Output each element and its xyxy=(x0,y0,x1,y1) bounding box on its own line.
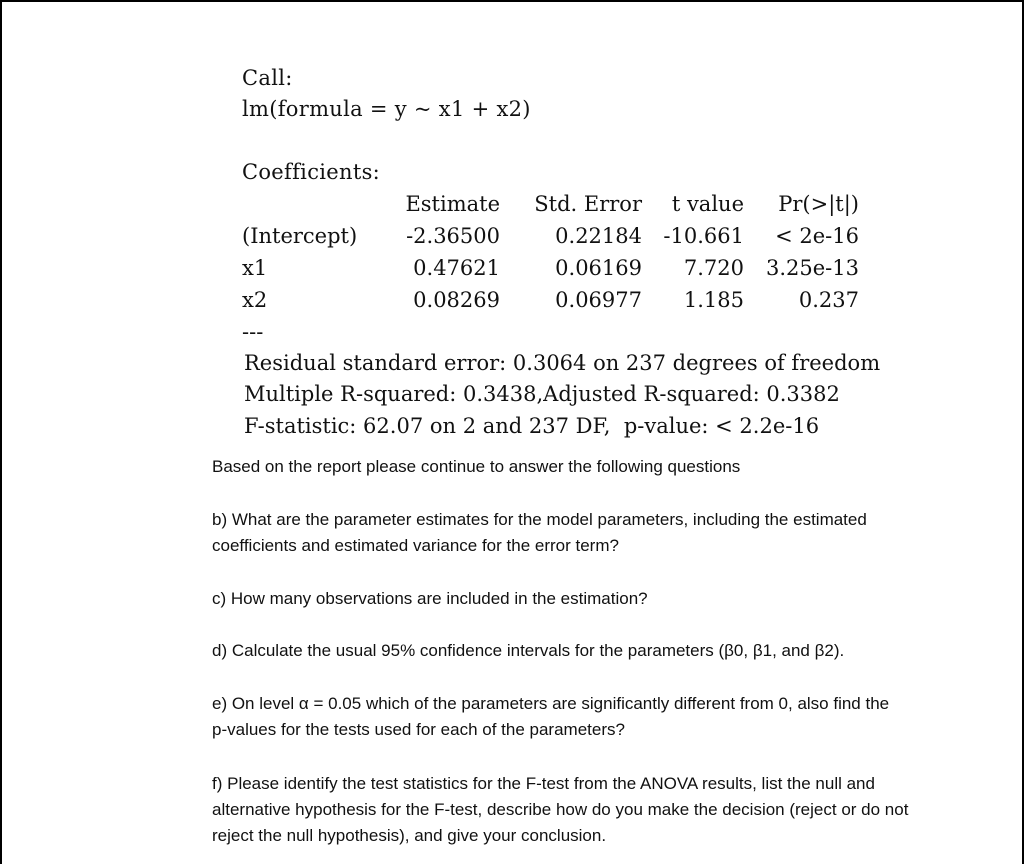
column-header-estimate: Estimate xyxy=(405,192,500,216)
row-estimate: -2.36500 xyxy=(406,224,500,248)
row-t-value: 1.185 xyxy=(683,288,744,312)
row-term: x2 xyxy=(242,288,268,312)
column-header-p-value: Pr(>|t|) xyxy=(778,192,859,216)
question-f: f) Please identify the test statistics for the F-test from the ANOVA results, list the null and alternative hypothesis for the F-test, describe how do you make the decision (reject or do not reject the null hypothesis), and give your conclusion. xyxy=(212,774,909,845)
row-p-value: 0.237 xyxy=(798,288,859,312)
row-std-error: 0.06977 xyxy=(555,288,642,312)
row-std-error: 0.22184 xyxy=(555,224,642,248)
coefficients-label: Coefficients: xyxy=(242,160,381,184)
row-p-value: 3.25e-13 xyxy=(765,256,859,280)
r-squared-line: Multiple R-squared: 0.3438,Adjusted R-squared: 0.3382 xyxy=(244,382,840,406)
separator: --- xyxy=(242,320,264,344)
questions-intro: Based on the report please continue to answer the following questions xyxy=(212,457,741,476)
column-header-t-value: t value xyxy=(671,192,744,216)
call-label: Call: xyxy=(242,66,293,90)
question-d: d) Calculate the usual 95% confidence intervals for the parameters (β0, β1, and β2). xyxy=(212,641,845,660)
row-term: (Intercept) xyxy=(242,224,358,248)
row-std-error: 0.06169 xyxy=(555,256,642,280)
formula-line: lm(formula = y ~ x1 + x2) xyxy=(242,97,531,121)
row-p-value: < 2e-16 xyxy=(775,224,859,248)
row-estimate: 0.47621 xyxy=(413,256,500,280)
row-term: x1 xyxy=(242,256,268,280)
question-b: b) What are the parameter estimates for the model parameters, including the estimated coefficients and estimated variance for the error term? xyxy=(212,510,867,555)
page xyxy=(2,2,1022,864)
row-t-value: 7.720 xyxy=(683,256,744,280)
row-estimate: 0.08269 xyxy=(413,288,500,312)
row-t-value: -10.661 xyxy=(663,224,744,248)
question-c: c) How many observations are included in the estimation? xyxy=(212,589,648,608)
f-statistic-line: F-statistic: 62.07 on 2 and 237 DF, p-value: < 2.2e-16 xyxy=(244,414,820,438)
residual-standard-error: Residual standard error: 0.3064 on 237 degrees of freedom xyxy=(244,351,881,375)
question-e: e) On level α = 0.05 which of the parameters are significantly different from 0, also find the p-values for the tests used for each of the parameters? xyxy=(212,694,890,739)
column-header-std-error: Std. Error xyxy=(534,192,642,216)
